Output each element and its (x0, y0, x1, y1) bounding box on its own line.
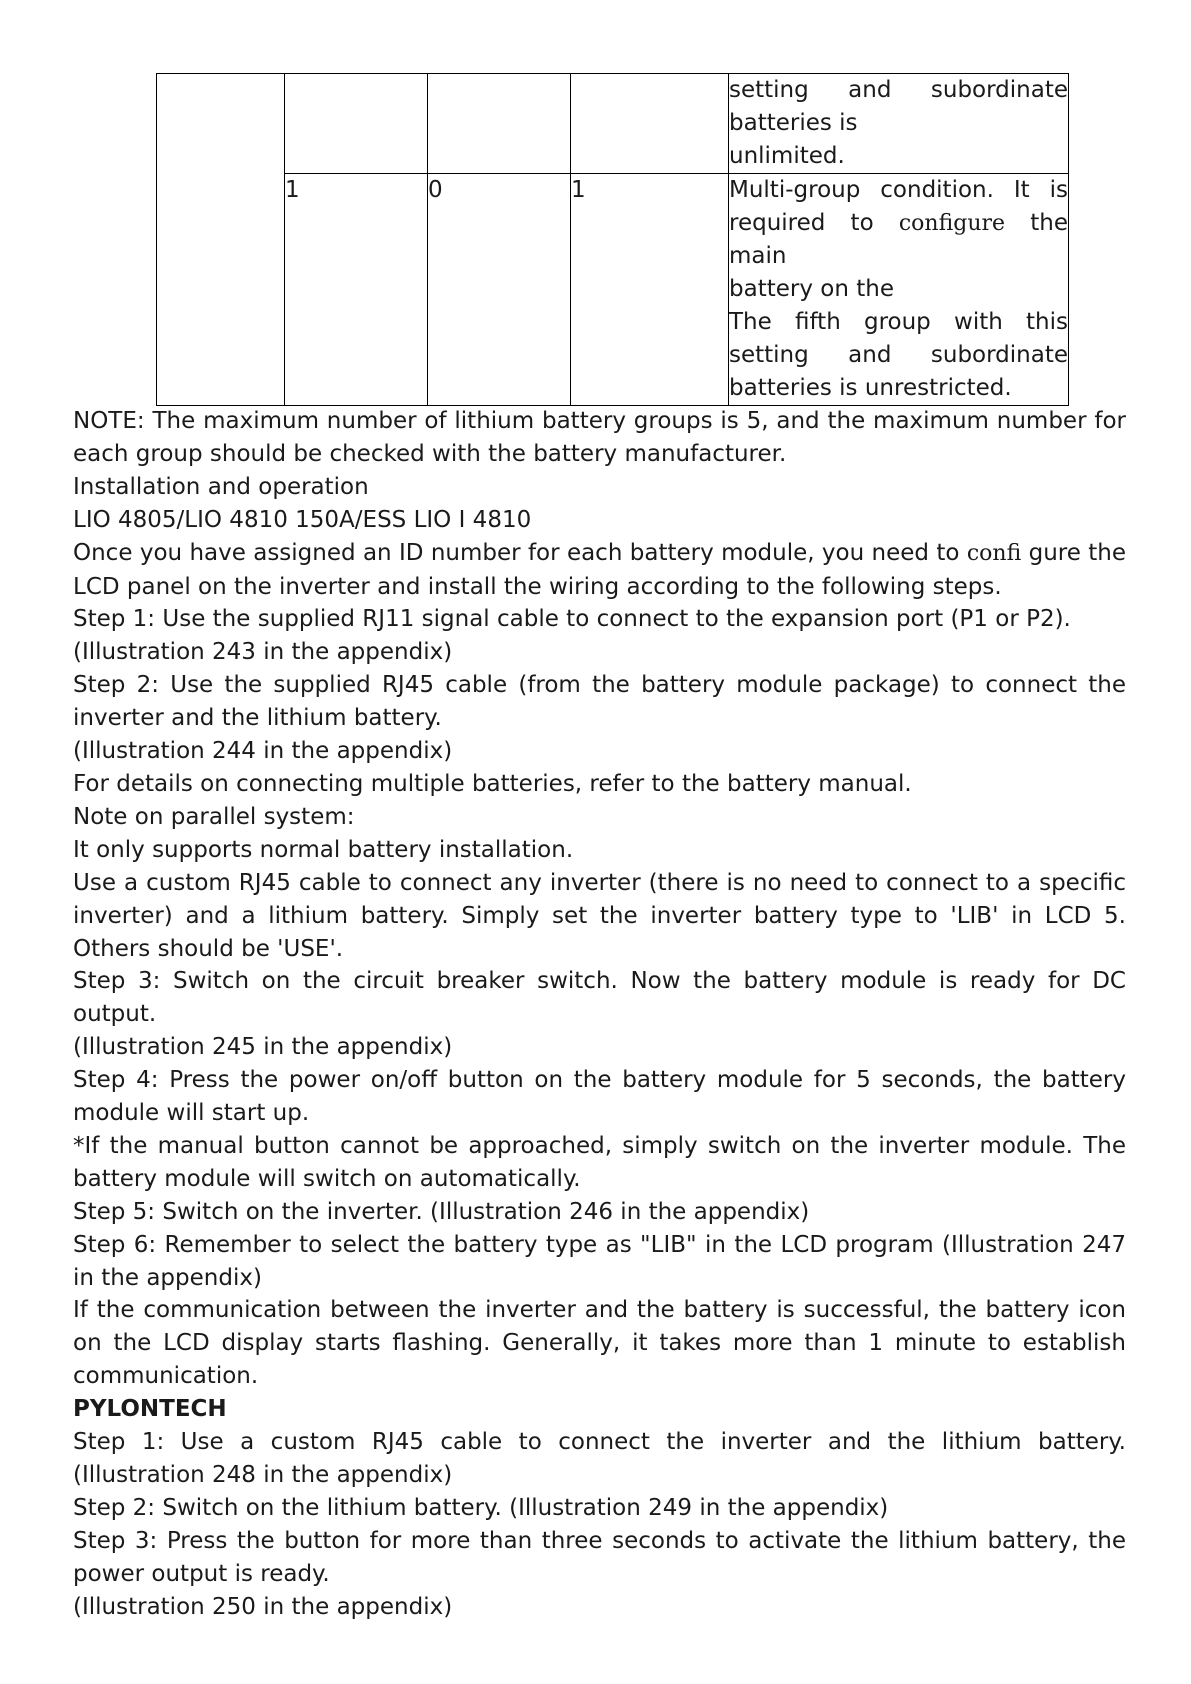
intro-fragment: confi (966, 540, 1022, 566)
table-cell (571, 74, 729, 174)
description-line: setting and subordinate (729, 77, 1068, 103)
step-paragraph: Step 1: Use the supplied RJ11 signal cable to connect to the expansion port (P1 or P2). (73, 606, 1071, 633)
battery-config-table (156, 73, 1069, 406)
description-line: battery on the (729, 276, 894, 302)
step-paragraph: Step 3: Press the button for more than three seconds to activate the lithium battery, the power output is ready. (73, 1527, 1126, 1587)
step-paragraph: Step 5: Switch on the inverter. (Illustration 246 in the appendix) (73, 1198, 810, 1225)
table-cell (428, 74, 571, 174)
table-row (157, 74, 1069, 174)
step-paragraph: Step 6: Remember to select the battery type as "LIB" in the LCD program (Illustration 247 in the appendix) (73, 1231, 1126, 1291)
paragraph: It only supports normal battery installation. (73, 836, 574, 863)
illustration-reference: (Illustration 243 in the appendix) (73, 639, 453, 666)
intro-fragment: Once you have assigned an ID number for each battery module, you need to (73, 539, 960, 566)
section-heading: PYLONTECH (73, 1396, 227, 1423)
step-paragraph: Step 2: Switch on the lithium battery. (Illustration 249 in the appendix) (73, 1494, 889, 1521)
table-cell-description (729, 74, 1069, 174)
model-line: LIO 4805/LIO 4810 150A/ESS LIO I 4810 (73, 506, 532, 533)
paragraph: Use a custom RJ45 cable to connect any inverter (there is no need to connect to a specific inverter) and a lithium battery. Simply set the inverter battery type to 'LIB' in LCD 5. Others should be 'USE'. (73, 869, 1126, 962)
description-fragment: required to (729, 210, 874, 236)
table-cell: 0 (428, 174, 571, 406)
description-line: batteries is (729, 110, 858, 136)
note-paragraph: NOTE: The maximum number of lithium battery groups is 5, and the maximum number for each group should be checked with the battery manufacturer. (73, 408, 1126, 467)
description-line: Multi-group condition. It is (729, 177, 1068, 203)
intro-fragment: gure the LCD panel on the inverter and install the wiring according to the following steps. (73, 539, 1126, 600)
body-text (73, 405, 1126, 1624)
description-fragment: configure (898, 211, 1006, 236)
table-cell: 1 (285, 174, 428, 406)
step-paragraph: Step 1: Use a custom RJ45 cable to connect the inverter and the lithium battery. (Illustration 248 in the appendix) (73, 1429, 1126, 1488)
description-line (729, 207, 1068, 273)
description-line: unlimited. (729, 143, 845, 169)
description-line: The fifth group with this (729, 309, 1068, 335)
table-cell: 1 (571, 174, 729, 406)
table-cell-empty (157, 74, 285, 406)
table-cell-description (729, 174, 1069, 406)
description-line: setting and subordinate (729, 342, 1068, 368)
table-row (157, 174, 1069, 406)
paragraph: *If the manual button cannot be approached, simply switch on the inverter module. The battery module will switch on automatically. (73, 1132, 1126, 1192)
table-cell (285, 74, 428, 174)
description-line: batteries is unrestricted. (729, 375, 1012, 401)
illustration-reference: (Illustration 244 in the appendix) (73, 738, 453, 765)
paragraph: Note on parallel system: (73, 803, 355, 830)
illustration-reference: (Illustration 245 in the appendix) (73, 1034, 453, 1061)
paragraph: For details on connecting multiple batteries, refer to the battery manual. (73, 770, 912, 797)
paragraph: If the communication between the inverter and the battery is successful, the battery icon on the LCD display starts flashing. Generally, it takes more than 1 minute to establish communication. (73, 1297, 1126, 1390)
step-paragraph: Step 4: Press the power on/off button on the battery module for 5 seconds, the battery module will start up. (73, 1067, 1126, 1127)
section-heading: Installation and operation (73, 473, 369, 500)
intro-paragraph (73, 537, 1126, 604)
step-paragraph: Step 2: Use the supplied RJ45 cable (from the battery module package) to connect the inverter and the lithium battery. (73, 672, 1126, 732)
illustration-reference: (Illustration 250 in the appendix) (73, 1593, 453, 1620)
description-fragment: the main (729, 210, 1069, 269)
step-paragraph: Step 3: Switch on the circuit breaker switch. Now the battery module is ready for DC output. (73, 968, 1126, 1028)
